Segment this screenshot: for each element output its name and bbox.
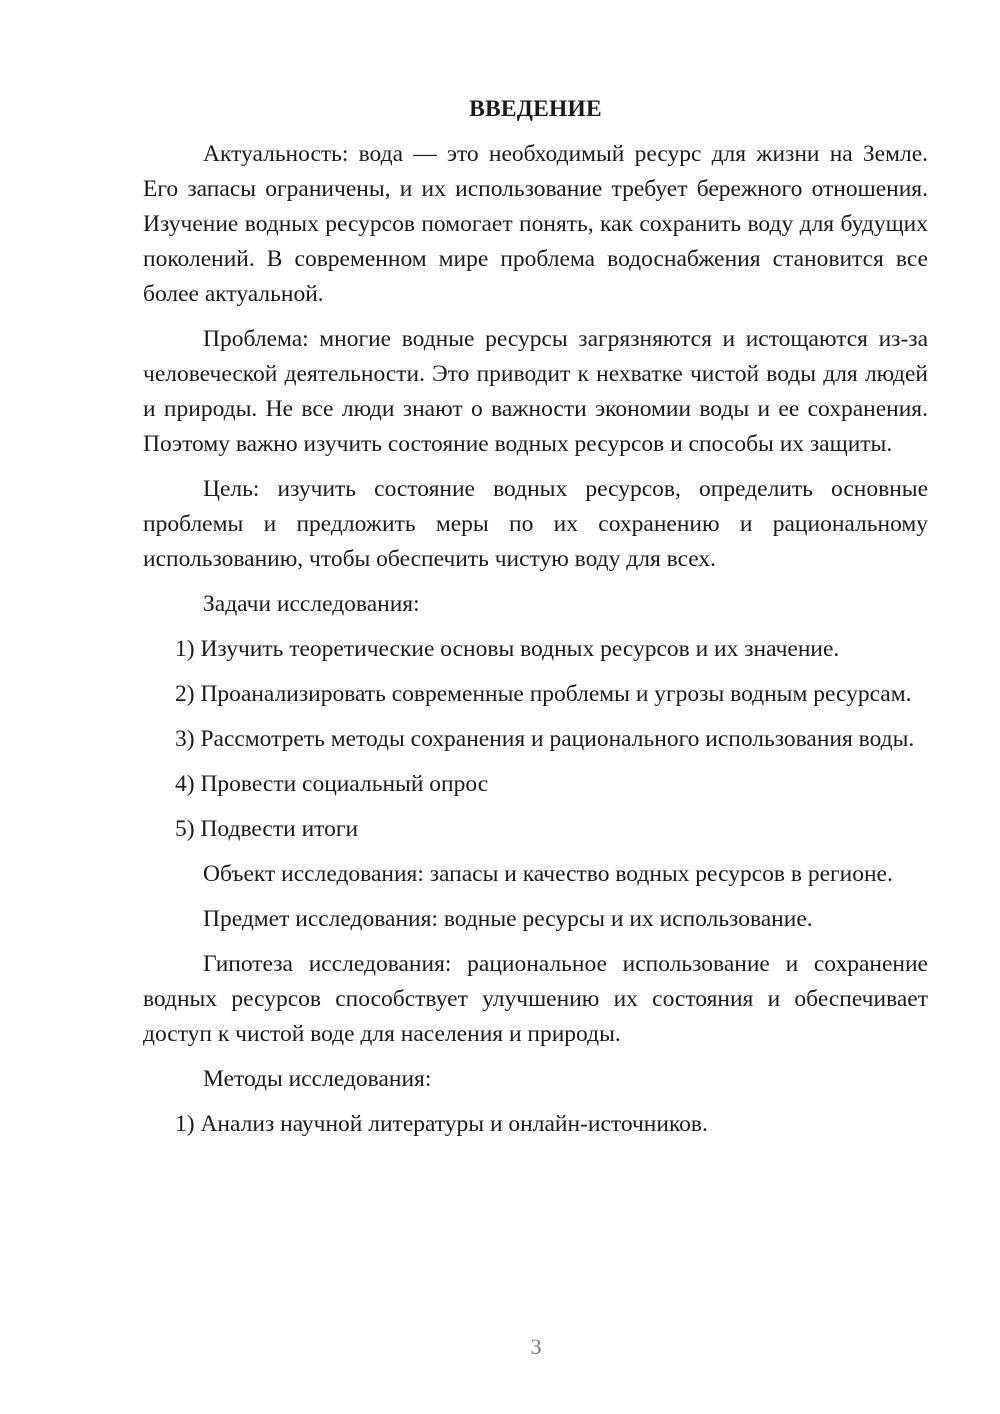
methods-heading: Методы исследования: bbox=[203, 1066, 432, 1092]
goal-paragraph: Цель: изучить состояние водных ресурсов, определить основные проблемы и предложить меры по их сохранению и рациональному использованию, чтобы обеспечить чистую воду для всех. bbox=[143, 476, 928, 572]
page-number: 3 bbox=[530, 1334, 542, 1359]
section-title: ВВЕДЕНИЕ bbox=[469, 96, 602, 122]
task-item-2: 2) Проанализировать современные проблемы и угрозы водным ресурсам. bbox=[175, 681, 912, 707]
object-paragraph: Объект исследования: запасы и качество водных ресурсов в регионе. bbox=[203, 861, 893, 887]
relevance-paragraph: Актуальность: вода — это необходимый ресурс для жизни на Земле. Его запасы ограничены, и их использование требует бережного отношения. Изучение водных ресурсов помогает понять, как сохранить воду для будущих поколений. В современном мире проблема водоснабжения становится все более актуальной. bbox=[143, 141, 928, 307]
method-item-1: 1) Анализ научной литературы и онлайн-источников. bbox=[175, 1111, 708, 1137]
task-item-4: 4) Провести социальный опрос bbox=[175, 771, 489, 797]
hypothesis-paragraph: Гипотеза исследования: рациональное использование и сохранение водных ресурсов способствует улучшению их состояния и обеспечивает доступ к чистой воде для населения и природы. bbox=[143, 951, 928, 1047]
problem-paragraph: Проблема: многие водные ресурсы загрязняются и истощаются из-за человеческой деятельности. Это приводит к нехватке чистой воды для людей и природы. Не все люди знают о важности экономии воды и ее сохранения. Поэтому важно изучить состояние водных ресурсов и способы их защиты. bbox=[143, 326, 928, 457]
document-page bbox=[143, 92, 928, 1152]
task-item-5: 5) Подвести итоги bbox=[175, 816, 359, 842]
tasks-heading: Задачи исследования: bbox=[203, 591, 420, 617]
task-item-1: 1) Изучить теоретические основы водных ресурсов и их значение. bbox=[175, 636, 840, 662]
task-item-3: 3) Рассмотреть методы сохранения и рационального использования воды. bbox=[175, 726, 915, 752]
subject-paragraph: Предмет исследования: водные ресурсы и их использование. bbox=[203, 906, 813, 932]
